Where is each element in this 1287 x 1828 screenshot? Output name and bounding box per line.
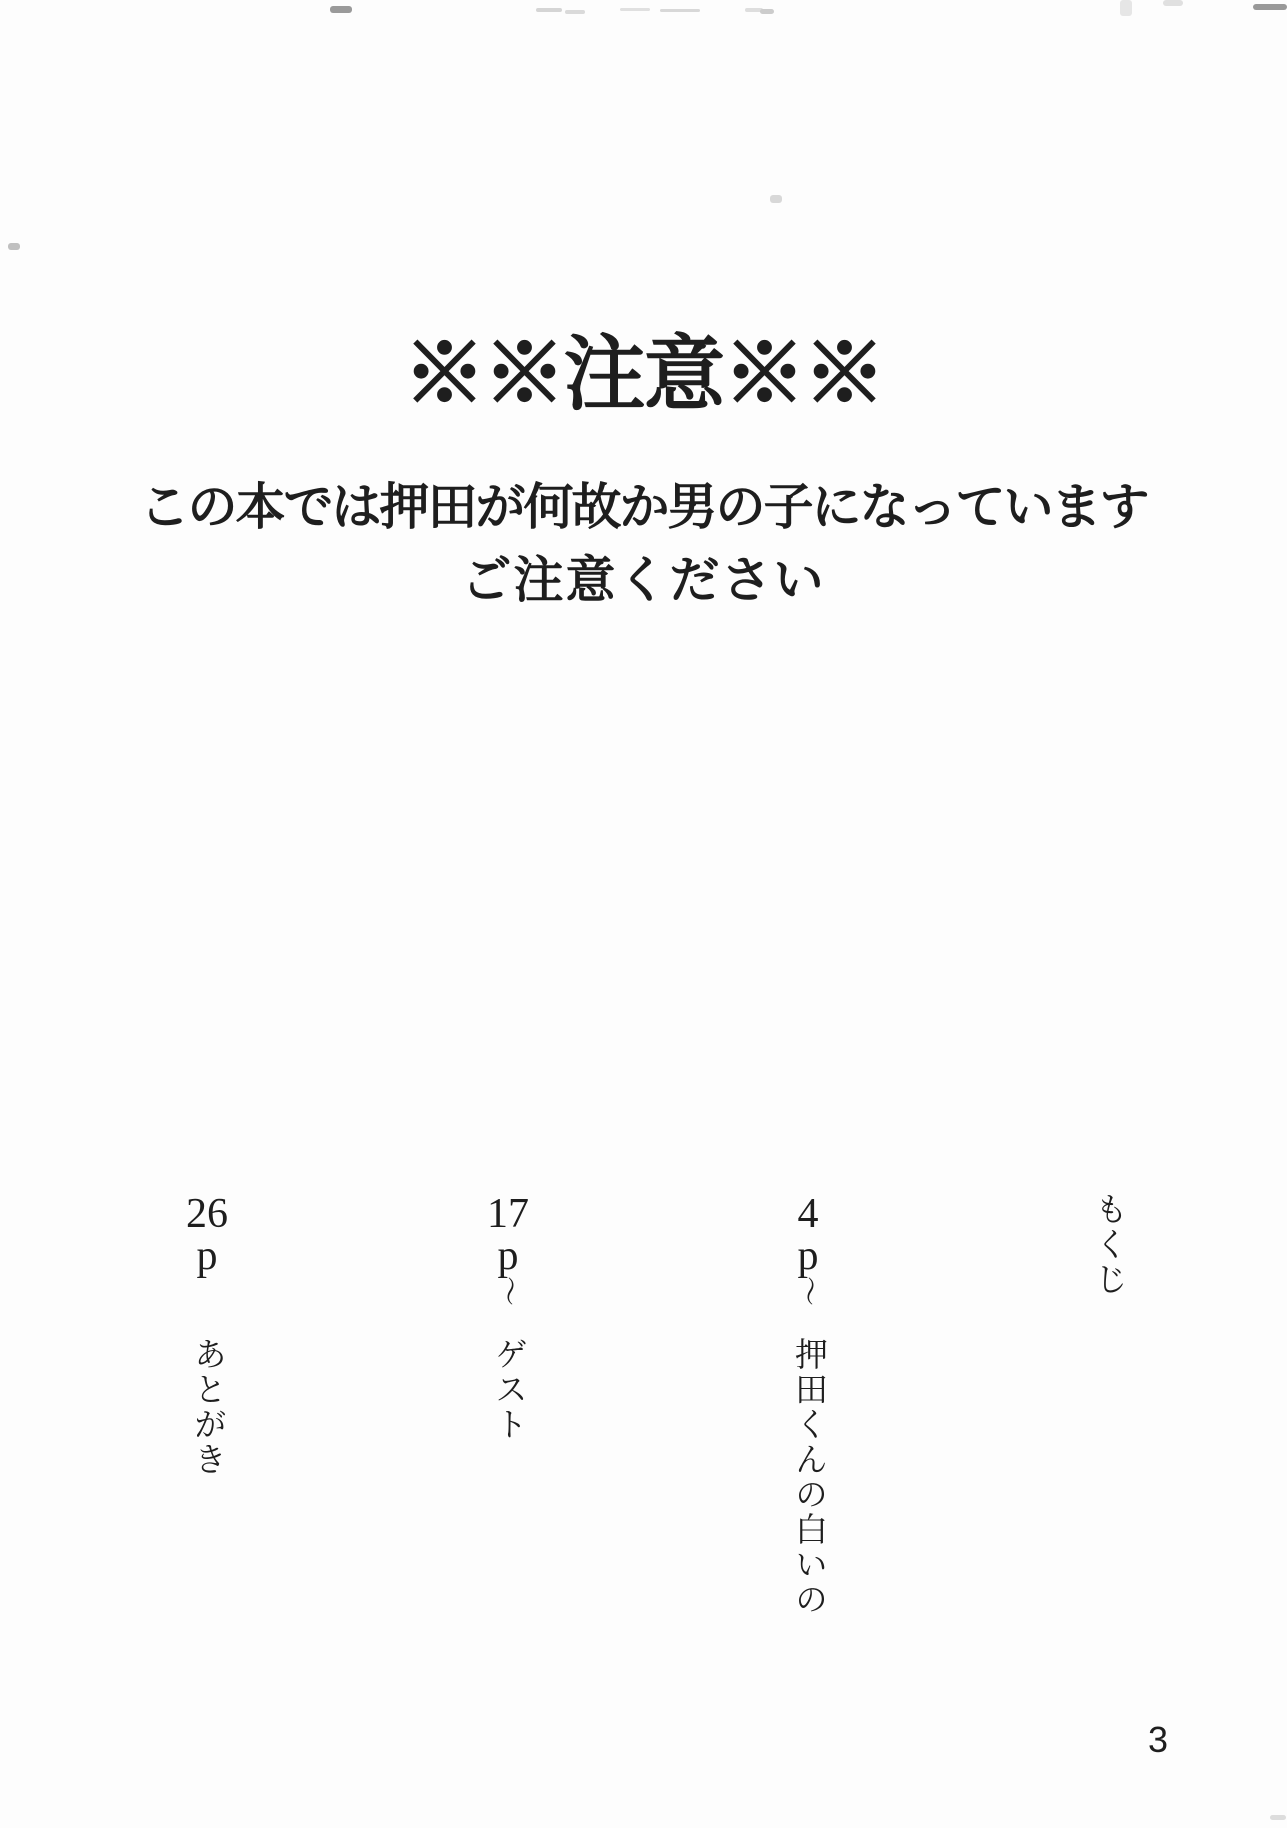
toc-item: [186, 1192, 228, 1477]
page-number: 3: [1148, 1719, 1169, 1760]
toc-item-number: 4: [797, 1191, 819, 1237]
toc-item-title: 押田くんの白いの: [790, 1337, 826, 1617]
toc-item-pages: [487, 1192, 529, 1337]
toc-item-number: 26: [186, 1191, 228, 1237]
scan-artifact: [330, 6, 352, 13]
toc-item-unit: p: [196, 1233, 218, 1279]
scan-artifact: [620, 8, 650, 11]
toc-heading-column: [1090, 1192, 1126, 1297]
scan-artifact: [8, 243, 20, 250]
toc-item-tilde: 〜: [792, 1276, 825, 1306]
scan-artifact: [770, 195, 782, 203]
toc-item-pages: [793, 1192, 823, 1337]
scan-artifact: [1163, 0, 1183, 6]
notice-line-2: ご注意ください: [461, 552, 826, 608]
scan-artifact: [1270, 1815, 1286, 1820]
toc-item: [790, 1192, 826, 1617]
scan-artifact: [660, 9, 700, 12]
toc-item-pages: [186, 1192, 228, 1337]
notice-line-1: この本では押田が何故か男の子になっています: [139, 479, 1148, 535]
scan-artifact: [565, 10, 585, 14]
toc-item: [487, 1192, 529, 1442]
scan-artifact: [536, 8, 562, 12]
toc-item-title: あとがき: [189, 1337, 225, 1477]
scan-artifact: [760, 9, 774, 14]
toc-item-title: ゲスト: [490, 1337, 526, 1442]
toc-item-number: 17: [487, 1191, 529, 1237]
scan-artifact: [1253, 4, 1287, 10]
toc-item-unit: p: [497, 1233, 519, 1279]
toc-item-tilde: 〜: [492, 1276, 525, 1306]
toc-item-unit: p: [797, 1233, 819, 1279]
scan-artifact: [1120, 0, 1132, 16]
notice-title: ※※注意※※: [403, 329, 884, 420]
toc-heading: もくじ: [1090, 1192, 1126, 1297]
